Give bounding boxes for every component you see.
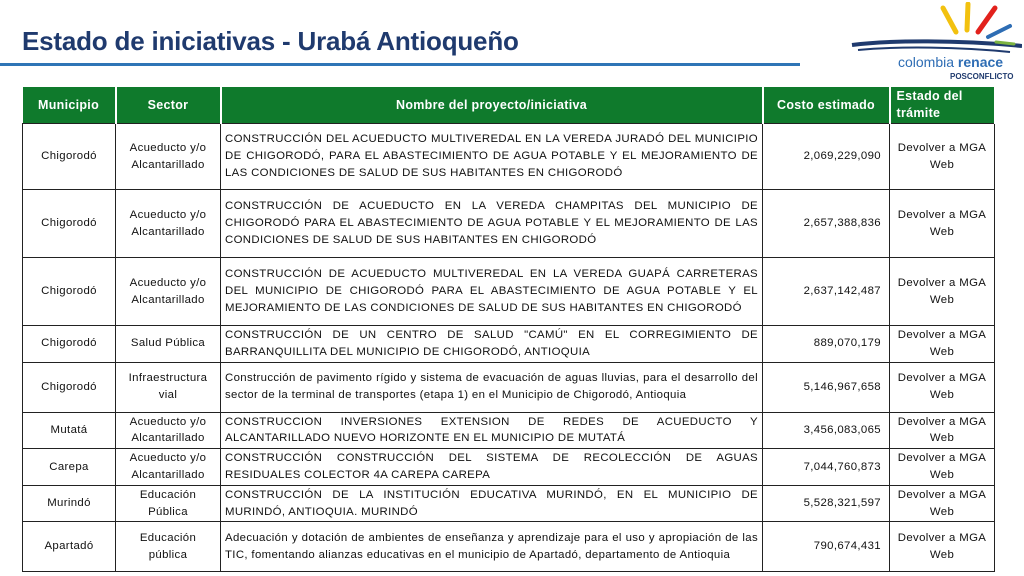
cell-proyecto: CONSTRUCCION INVERSIONES EXTENSION DE REDES DE ACUEDUCTO Y ALCANTARILLADO NUEVO HORIZONTE EN EL MUNICIPIO DE MUTATÁ <box>221 412 763 449</box>
cell-sector: Infraestructura vial <box>116 362 221 412</box>
cell-estado: Devolver a MGA Web <box>890 522 995 572</box>
header-municipio: Municipio <box>23 87 116 124</box>
cell-costo: 3,456,083,065 <box>763 412 890 449</box>
cell-sector: Educación Pública <box>116 485 221 522</box>
cell-proyecto: CONSTRUCCIÓN DE ACUEDUCTO EN LA VEREDA CHAMPITAS DEL MUNICIPIO DE CHIGORODÓ PARA EL ABASTECIMIENTO DE AGUA POTABLE Y EL MEJORAMIENTO DE LAS CONDICIONES DE SALUD DE SUS HABITANTES EN CHIGORODÓ <box>221 190 763 258</box>
cell-sector: Acueducto y/o Alcantarillado <box>116 258 221 326</box>
cell-estado: Devolver a MGA Web <box>890 449 995 486</box>
cell-municipio: Chigorodó <box>23 362 116 412</box>
page-title: Estado de iniciativas - Urabá Antioqueño <box>22 26 519 56</box>
cell-proyecto: CONSTRUCCIÓN DEL ACUEDUCTO MULTIVEREDAL EN LA VEREDA JURADÓ DEL MUNICIPIO DE CHIGORODÓ, PARA EL ABASTECIMIENTO DE AGUA POTABLE Y EL MEJORAMIENTO DE LAS CONDICIONES DE SALUD DE SUS HABITANTES EN CHIGORODÓ <box>221 124 763 190</box>
initiatives-table <box>22 87 996 572</box>
cell-estado: Devolver a MGA Web <box>890 362 995 412</box>
table-row <box>23 412 995 449</box>
cell-municipio: Carepa <box>23 449 116 486</box>
cell-sector: Salud Pública <box>116 326 221 363</box>
cell-proyecto: CONSTRUCCIÓN DE LA INSTITUCIÓN EDUCATIVA MURINDÓ, EN EL MUNICIPIO DE MURINDÓ, ANTIOQUIA. MURINDÓ <box>221 485 763 522</box>
cell-municipio: Chigorodó <box>23 124 116 190</box>
cell-estado: Devolver a MGA Web <box>890 485 995 522</box>
table-header-row <box>23 87 995 124</box>
header-costo: Costo estimado <box>763 87 890 124</box>
logo-brand-text: colombia renace <box>898 54 1004 70</box>
cell-municipio: Apartadó <box>23 522 116 572</box>
cell-proyecto: CONSTRUCCIÓN DE UN CENTRO DE SALUD "CAMÚ" EN EL CORREGIMIENTO DE BARRANQUILLITA DEL MUNICIPIO DE CHIGORODÓ, ANTIOQUIA <box>221 326 763 363</box>
table-row <box>23 449 995 486</box>
cell-estado: Devolver a MGA Web <box>890 326 995 363</box>
cell-municipio: Chigorodó <box>23 258 116 326</box>
cell-estado: Devolver a MGA Web <box>890 412 995 449</box>
logo-tagline: POSCONFLICTO <box>950 72 1014 81</box>
cell-municipio: Mutatá <box>23 412 116 449</box>
cell-sector: Acueducto y/o Alcantarillado <box>116 124 221 190</box>
cell-proyecto: CONSTRUCCIÓN CONSTRUCCIÓN DEL SISTEMA DE RECOLECCIÓN DE AGUAS RESIDUALES COLECTOR 4A CAREPA CAREPA <box>221 449 763 486</box>
cell-municipio: Murindó <box>23 485 116 522</box>
cell-sector: Acueducto y/o Alcantarillado <box>116 449 221 486</box>
table-row <box>23 485 995 522</box>
cell-costo: 790,674,431 <box>763 522 890 572</box>
cell-estado: Devolver a MGA Web <box>890 190 995 258</box>
cell-municipio: Chigorodó <box>23 190 116 258</box>
header-proyecto: Nombre del proyecto/iniciativa <box>221 87 763 124</box>
cell-proyecto: CONSTRUCCIÓN DE ACUEDUCTO MULTIVEREDAL EN LA VEREDA GUAPÁ CARRETERAS DEL MUNICIPIO DE CHIGORODÓ PARA EL ABASTECIMIENTO DE AGUA POTABLE Y EL MEJORAMIENTO DE LAS CONDICIONES DE SALUD DE SUS HABITANTES EN CHIGORODÓ <box>221 258 763 326</box>
cell-costo: 2,657,388,836 <box>763 190 890 258</box>
table-row <box>23 326 995 363</box>
table-row <box>23 522 995 572</box>
cell-sector: Acueducto y/o Alcantarillado <box>116 190 221 258</box>
header-estado: Estado del trámite <box>890 87 995 124</box>
cell-costo: 7,044,760,873 <box>763 449 890 486</box>
cell-estado: Devolver a MGA Web <box>890 258 995 326</box>
table-row <box>23 258 995 326</box>
table-row <box>23 362 995 412</box>
cell-municipio: Chigorodó <box>23 326 116 363</box>
cell-proyecto: Adecuación y dotación de ambientes de enseñanza y aprendizaje para el uso y apropiación de las TIC, fomentando alianzas educativas en el municipio de Apartadó, departamento de Antioquia <box>221 522 763 572</box>
cell-costo: 5,146,967,658 <box>763 362 890 412</box>
table-row <box>23 190 995 258</box>
cell-estado: Devolver a MGA Web <box>890 124 995 190</box>
sun-rays-icon <box>850 2 1022 58</box>
title-underline <box>0 63 800 66</box>
cell-costo: 5,528,321,597 <box>763 485 890 522</box>
cell-costo: 889,070,179 <box>763 326 890 363</box>
cell-proyecto: Construcción de pavimento rígido y sistema de evacuación de aguas lluvias, para el desarrollo del sector de la terminal de transportes (etapa 1) en el Municipio de Chigorodó, Antioquia <box>221 362 763 412</box>
cell-sector: Acueducto y/o Alcantarillado <box>116 412 221 449</box>
cell-costo: 2,069,229,090 <box>763 124 890 190</box>
header-sector: Sector <box>116 87 221 124</box>
colombia-renace-logo <box>850 2 1022 84</box>
cell-costo: 2,637,142,487 <box>763 258 890 326</box>
table-row <box>23 124 995 190</box>
cell-sector: Educación pública <box>116 522 221 572</box>
